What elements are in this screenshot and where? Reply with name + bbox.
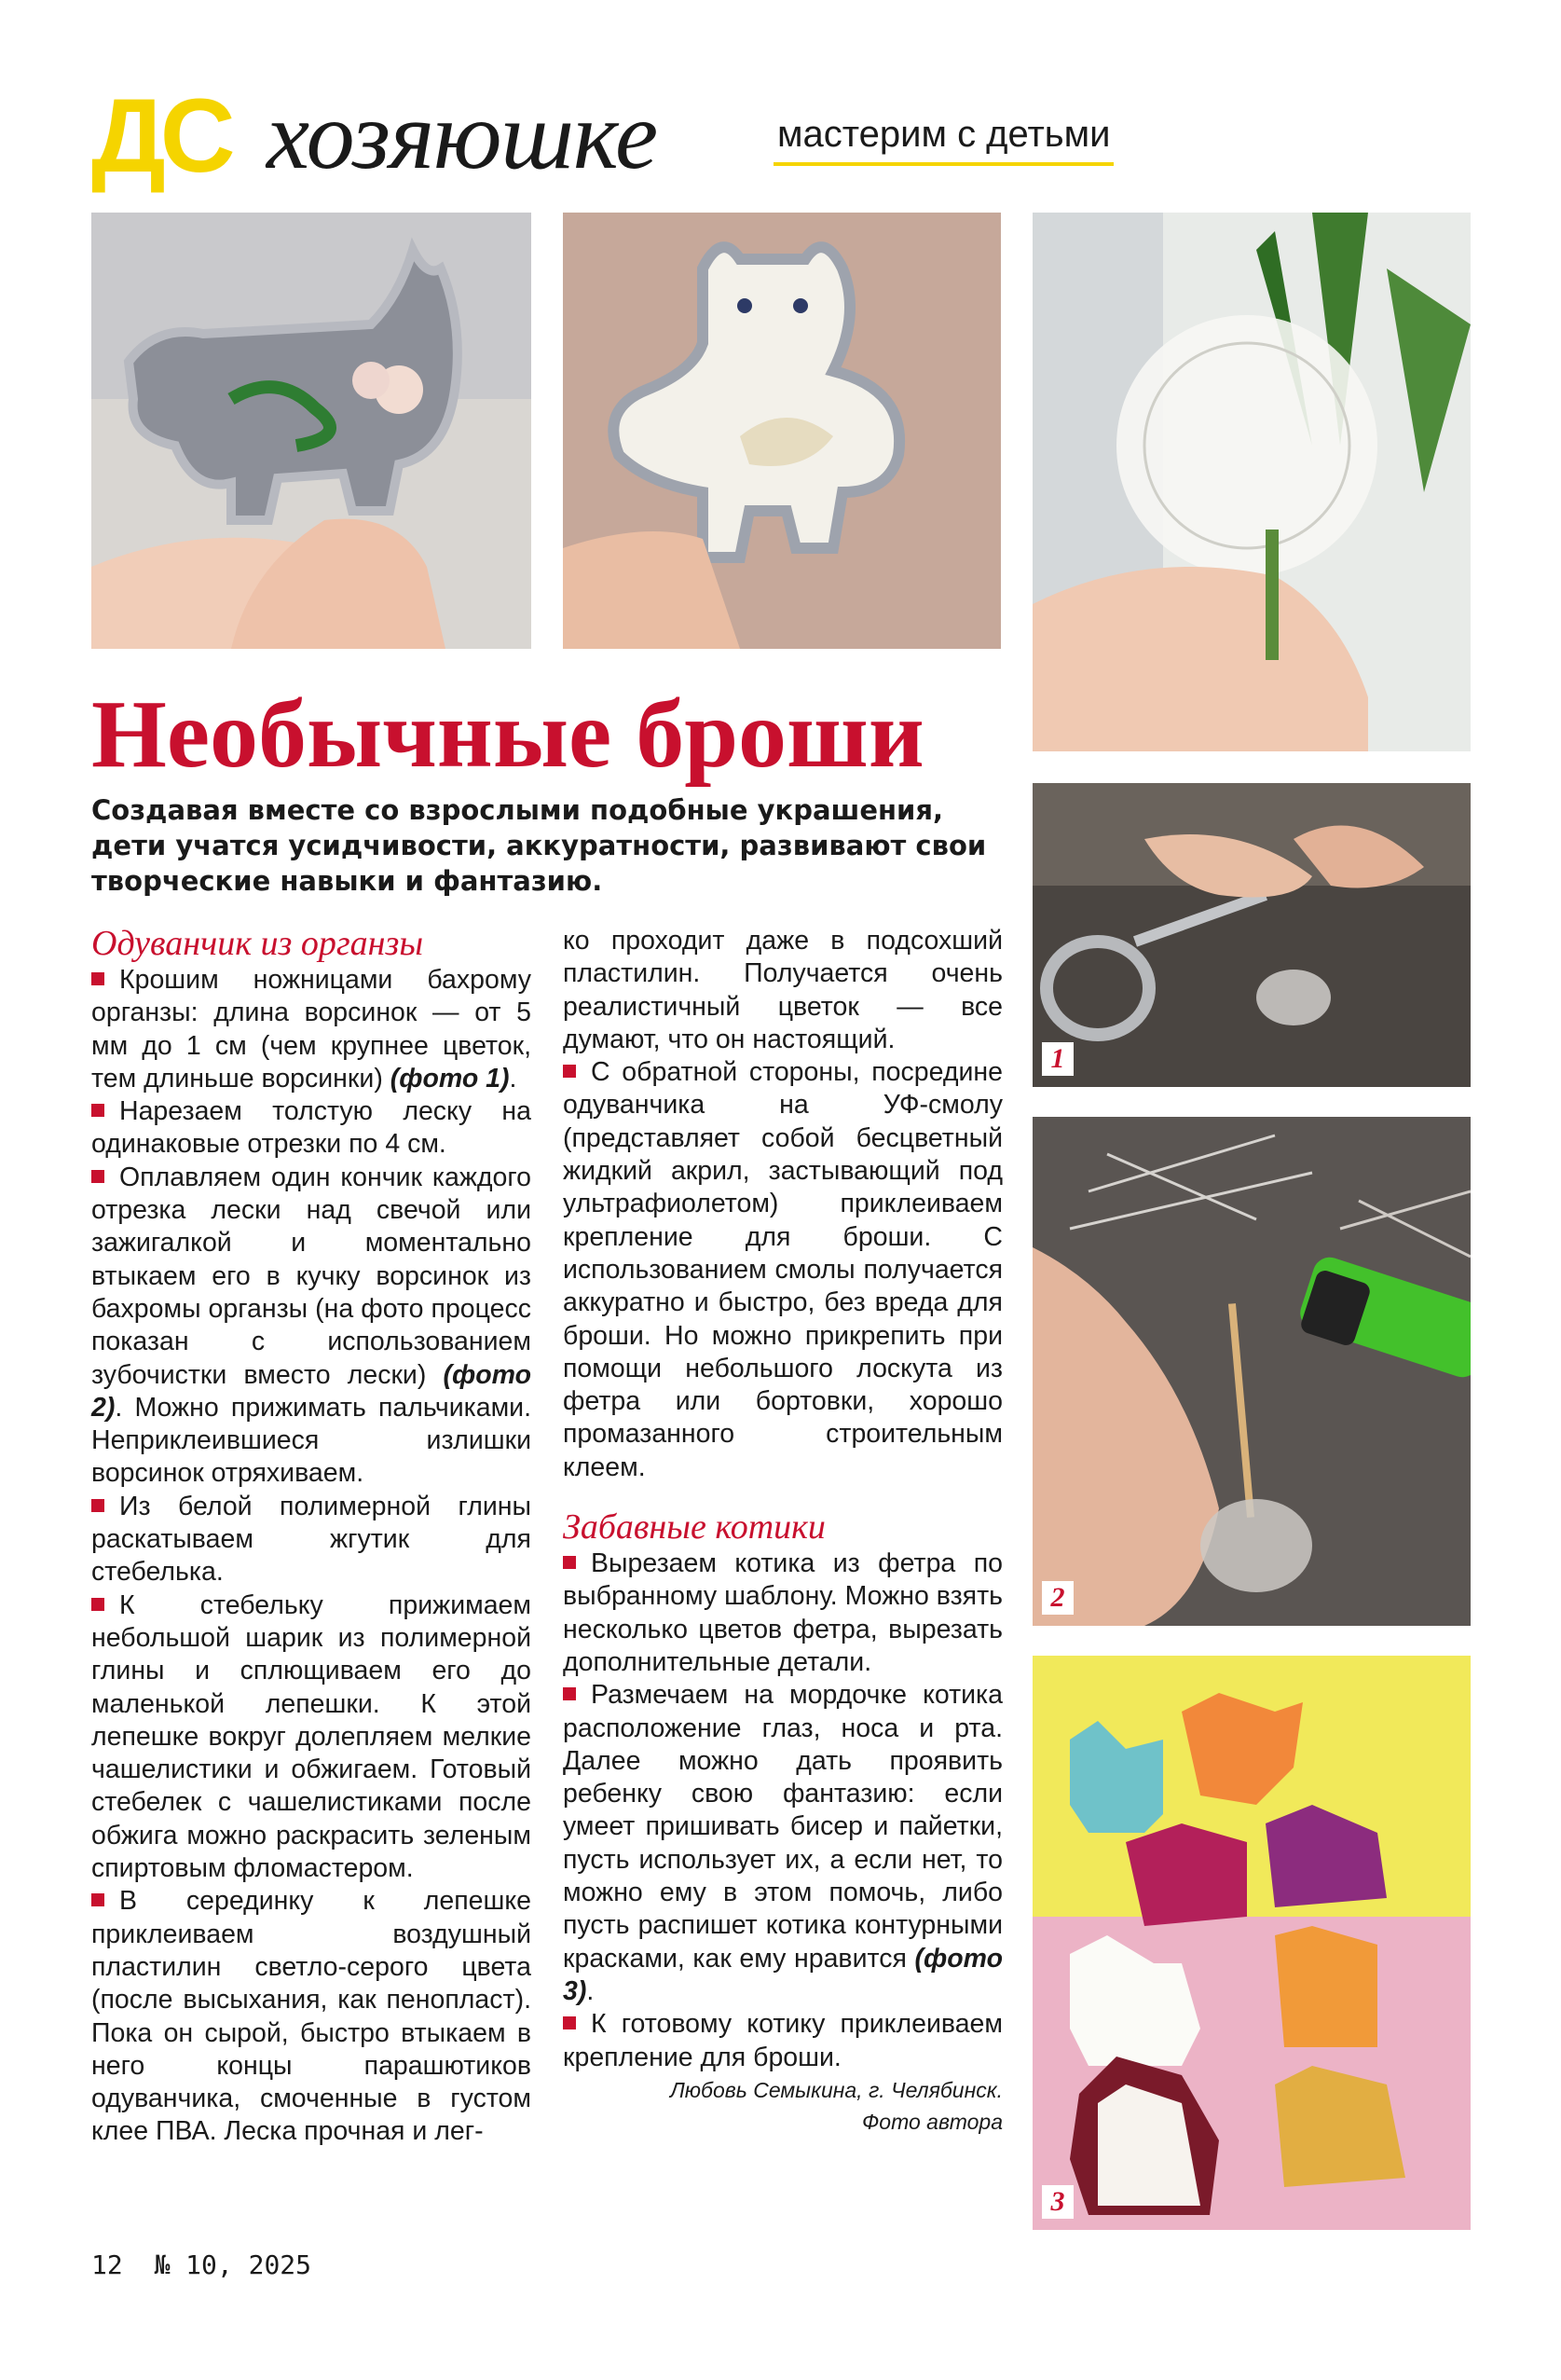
section1-heading: Одуванчик из органзы — [91, 924, 424, 963]
section-title: хозяюшке — [267, 82, 658, 189]
step-paragraph: В серединку к лепешке приклеиваем воздушный пластилин светло-серого цвета (после высыхания, как пенопласт). Пока он сырой, быстро втыкаем в него концы парашютиков одуванчика, смоченные в густом клее ПВА. Леска прочная и лег- — [91, 1886, 531, 2147]
article-column-left — [91, 923, 531, 2149]
article-column-right — [563, 925, 1003, 2138]
issue-number: № 10, 2025 — [154, 2249, 312, 2280]
step-paragraph: К готовому котику приклеиваем крепление для броши. — [563, 2009, 1003, 2072]
brooch-gray-cat-photo — [91, 213, 531, 649]
step-paragraph: К стебельку прижимаем небольшой шарик из полимерной глины и сплющиваем его до маленькой лепешки. К этой лепешке вокруг долепляем мелкие чашелистики и обжигаем. Готовый стебелек с чашелистиками после обжига можно раскрасить зеленым спиртовым фломастером. — [91, 1589, 531, 1884]
step-photo-1 — [1033, 783, 1471, 1087]
step-paragraph: Вырезаем котика из фетра по выбранному шаблону. Можно взять несколько цветов фетра, вырезать дополнительные детали. — [563, 1548, 1003, 1677]
rubric-label: мастерим с детьми — [774, 112, 1114, 166]
brand-logo: ДС — [91, 77, 230, 194]
photo-number-2: 2 — [1042, 1581, 1074, 1615]
step-paragraph: Оплавляем один кончик каждого отрезка лески над свечой или зажигалкой и моментально втыкаем его в кучку ворсинок из бахромы органзы (на фото процесс показан с использованием зубочистки вместо лески) (фото 2). Можно прижимать пальчиками. Неприклеившиеся излишки ворсинок отряхиваем. — [91, 1162, 531, 1489]
felt-cats-photo — [1033, 1656, 1471, 2230]
step-paragraph: Из белой полимерной глины раскатываем жгутик для стебелька. — [91, 1491, 531, 1588]
article-lead: Создавая вместе со взрослыми подобные украшения, дети учатся усидчивости, аккуратности, развивают свои творческие навыки и фантазию. — [91, 794, 987, 897]
step-paragraph: С обратной стороны, посредине одуванчика на УФ-смолу (представляет собой бесцветный жидкий акрил, застывающий под ультрафиолетом) приклеиваем крепление для броши. С использованием смолы получается аккуратно и быстро, без вреда для броши. Но можно прикрепить при помощи небольшого лоскута из фетра или бортовки, хорошо промазанного строительным клеем. — [563, 1057, 1003, 1482]
section2-heading: Забавные котики — [563, 1507, 826, 1548]
step-photo-2 — [1033, 1117, 1471, 1626]
page-number: 12 — [91, 2249, 123, 2280]
photo-credit: Фото автора — [862, 2109, 1003, 2134]
step-paragraph: Нарезаем толстую леску на одинаковые отрезки по 4 см. — [91, 1096, 531, 1160]
page-footer — [91, 2249, 311, 2282]
brooch-white-cat-photo — [563, 213, 1001, 649]
photo-number-1: 1 — [1042, 1042, 1074, 1076]
dandelion-photo — [1033, 213, 1471, 751]
author-credit: Любовь Семыкина, г. Челябинск. — [669, 2077, 1003, 2102]
step-paragraph: Крошим ножницами бахрому органзы: длина ворсинок — от 5 мм до 1 см (чем крупнее цветок, тем длиньше ворсинки) (фото 1). — [91, 965, 531, 1094]
step-paragraph: ко проходит даже в подсохший пластилин. Получается очень реалистичный цветок — все думают, что он настоящий. — [563, 926, 1003, 1054]
photo-number-3: 3 — [1042, 2185, 1074, 2219]
article-title: Необычные броши — [91, 681, 924, 788]
step-paragraph: Размечаем на мордочке котика расположение глаз, носа и рта. Далее можно дать проявить ребенку свою фантазию: если умеет пришивать бисер и пайетки, пусть использует их, а если нет, то можно ему в этом помочь, либо пусть распишет котика контурными красками, как ему нравится (фото 3). — [563, 1680, 1003, 2006]
